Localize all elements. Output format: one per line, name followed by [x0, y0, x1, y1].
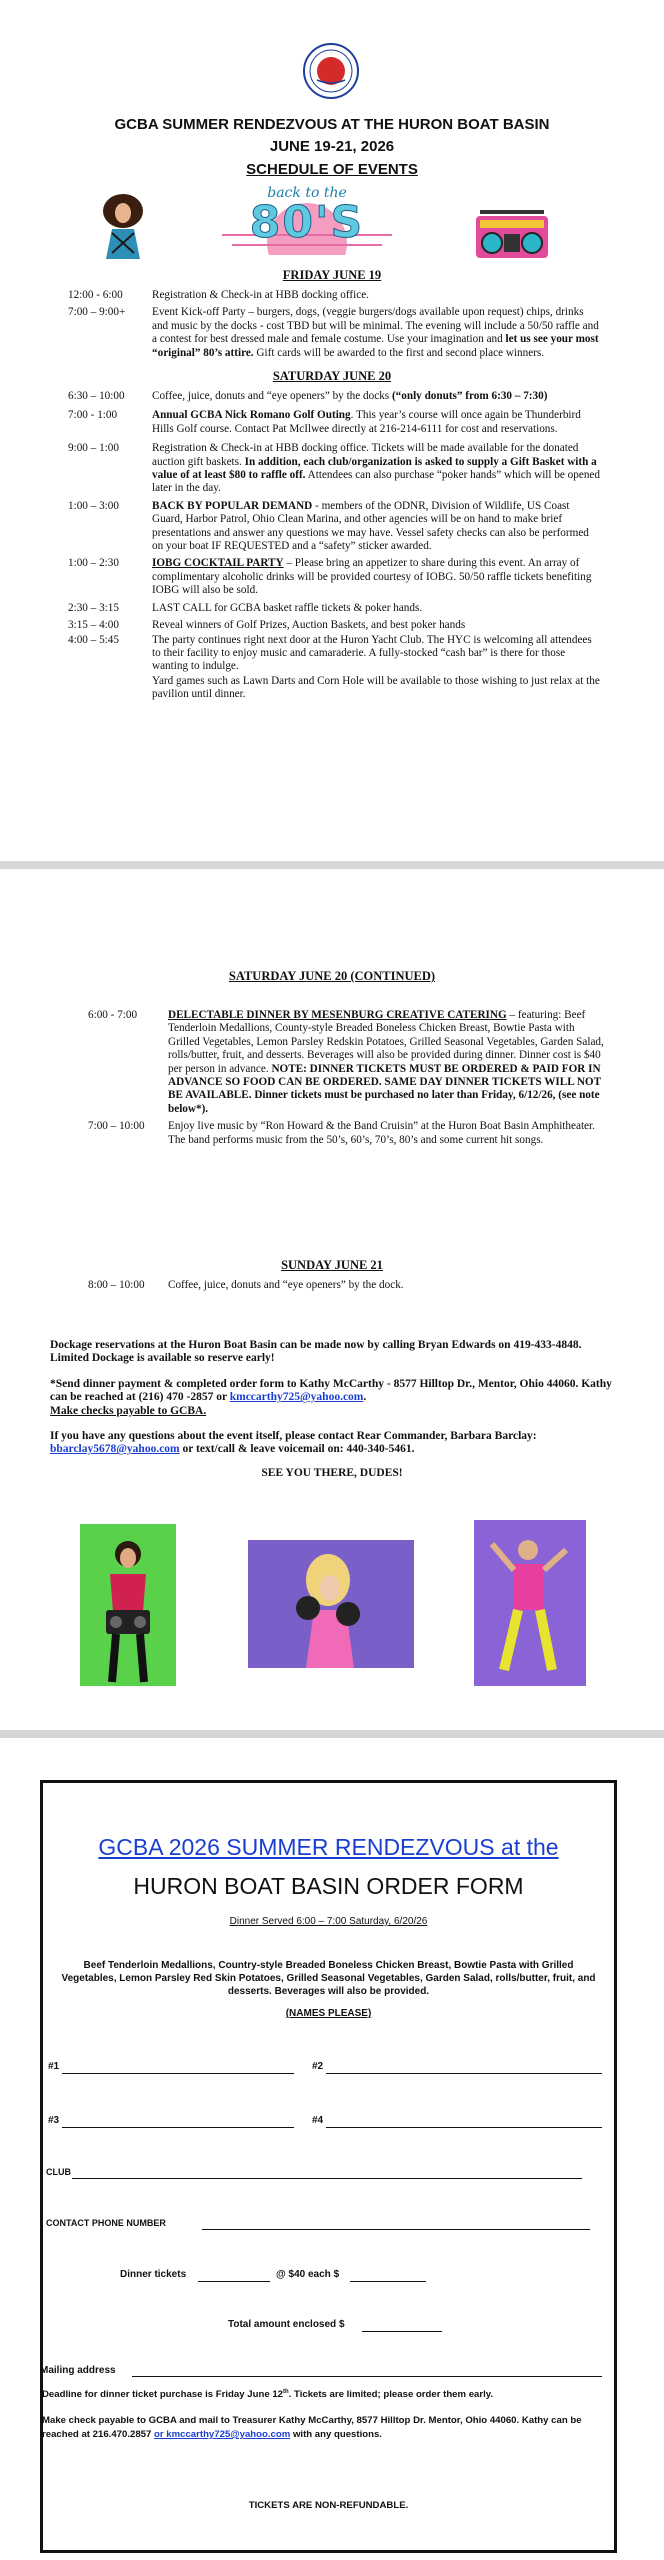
event-text: BACK BY POPULAR DEMAND - members of the ODNR, Division of Wildlife, US Coast Guard, Harbor Patrol, Ohio Clean Marina, and other agencies will be on hand to make brief presentations and answer any questions we may have. Vessel safety checks can also be performed on your boat IF REQUESTED and a “safety” sticker awarded. [152, 499, 589, 553]
event-text: Coffee, juice, donuts and “eye openers” by the dock. [168, 1279, 404, 1291]
schedule-subtitle: SCHEDULE OF EVENTS [246, 161, 418, 178]
page-1 [0, 0, 664, 860]
event-time: 7:00 - 1:00 [68, 409, 118, 422]
event-text: Yard games such as Lawn Darts and Corn Hole will be available to those wishing to just relax at the pavilion until dinner. [152, 674, 600, 701]
checks-payable-note: Make checks payable to GCBA. [50, 1404, 207, 1417]
treasurer-email-link[interactable]: or kmccarthy725@yahoo.com [154, 2429, 291, 2440]
schedule-row [68, 675, 600, 702]
info-block [50, 1339, 614, 1480]
ticket-subtotal-field[interactable] [350, 2281, 426, 2282]
friday-heading: FRIDAY JUNE 19 [282, 268, 382, 282]
event-time: 1:00 – 3:00 [68, 499, 119, 512]
order-form-title-line1: GCBA 2026 SUMMER RENDEZVOUS at the [98, 1834, 559, 1860]
sunday-schedule [88, 1279, 608, 1296]
event-text: Coffee, juice, donuts and “eye openers” by the docks (“only donuts” from 6:30 – 7:30) [152, 390, 548, 402]
logo-top-text: back to the [267, 185, 347, 201]
name-3-label: #3 [48, 2115, 60, 2126]
event-text: Reveal winners of Golf Prizes, Auction Baskets, and best poker hands [152, 619, 466, 632]
event-text: Annual GCBA Nick Romano Golf Outing. This year’s course will once again be Thunderbird Hills Golf course. Contact Pat McIlwee directly at 216-214-6111 for cost and reservations. [152, 409, 581, 435]
see-you-there: SEE YOU THERE, DUDES! [261, 1466, 403, 1479]
event-time: 6:30 – 10:00 [68, 390, 125, 402]
event-text: DELECTABLE DINNER BY MESENBURG CREATIVE CATERING – featuring: Beef Tenderloin Medallions, County-style Breaded Boneless Chicken Breast, Bowtie Pasta with Grilled Vegetables, Lemon Parsley Redskin Potatoes, Grilled Seasonal Vegetables, Garden Salad, rolls/butter, fruit, and desserts. Beverages will also be provided during dinner. Dinner cost is $40 per person in advance. NOTE: DINNER TICKETS MUST BE ORDERED & PAID FOR IN ADVANCE SO FOOD CAN BE ORDERED. SAME DAY DINNER TICKETS WILL NOT BE AVAILABLE. Dinner tickets must be purchased no later than Friday, 6/12/26, (see note below*). [168, 1009, 604, 1115]
schedule-row [68, 442, 600, 496]
woman-80s-illustration [98, 193, 148, 259]
schedule-row [88, 1279, 608, 1292]
back-to-the-80s-logo [222, 185, 392, 255]
send-payment-note: *Send dinner payment & completed order form to Kathy McCarthy - 8577 Hilltop Dr., Mentor, Ohio 44060. Kathy can be reached at (216) 470 -2857 or kmccarthy725@yahoo.com. [50, 1377, 612, 1404]
page-2 [0, 869, 664, 1729]
boombox-illustration [476, 208, 548, 260]
mailing-address-label: Mailing address [40, 2365, 116, 2376]
schedule-row [68, 500, 600, 554]
contact-phone-label: CONTACT PHONE NUMBER [46, 2218, 166, 2228]
barbara-email-link[interactable]: bbarclay5678@yahoo.com [50, 1443, 180, 1456]
total-enclosed-field[interactable] [362, 2331, 442, 2332]
event-text: Enjoy live music by “Ron Howard & the Band Cruisin” at the Huron Boat Basin Amphitheater. The band performs music from the 50’s, 60’s, 70’s, 80’s and some current hit songs. [168, 1120, 595, 1146]
schedule-row [68, 619, 600, 632]
mailing-address-field[interactable] [132, 2376, 602, 2377]
dinner-tickets-qty-field[interactable] [198, 2281, 270, 2282]
event-time: 7:00 – 10:00 [88, 1120, 145, 1133]
event-title: GCBA SUMMER RENDEZVOUS AT THE HURON BOAT BASIN [114, 116, 550, 133]
event-time: 3:15 – 4:00 [68, 619, 119, 632]
schedule-row [88, 1009, 608, 1116]
saturday-continued-heading: SATURDAY JUNE 20 (CONTINUED) [228, 969, 436, 983]
order-form-title-line2: HURON BOAT BASIN ORDER FORM [133, 1873, 524, 1899]
name-3-field[interactable] [62, 2127, 294, 2128]
photo-man-dancing [474, 1520, 586, 1686]
event-dates: JUNE 19-21, 2026 [269, 138, 395, 155]
event-text: The party continues right next door at the Huron Yacht Club. The HYC is welcoming all attendees to their facility to enjoy music and camaraderie. A fully-stocked “cash bar” is there for those wanting to indulge. [152, 633, 592, 673]
schedule-row [68, 557, 600, 597]
club-label: CLUB [46, 2167, 71, 2177]
name-1-field[interactable] [62, 2073, 294, 2074]
event-time: 7:00 – 9:00+ [68, 306, 126, 319]
page-3-order-form [0, 1738, 664, 2560]
page-separator [0, 861, 664, 869]
name-4-field[interactable] [326, 2127, 602, 2128]
saturday-continued-schedule [88, 1009, 608, 1151]
photo-woman-boombox [80, 1524, 176, 1686]
non-refundable-note: TICKETS ARE NON-REFUNDABLE. [248, 2500, 409, 2511]
page-separator [0, 1730, 664, 1738]
friday-schedule [68, 289, 600, 364]
event-time: 12:00 - 6:00 [68, 289, 123, 301]
event-text: IOBG COCKTAIL PARTY – Please bring an appetizer to share during this event. An array of complimentary alcoholic drinks will be provided courtesy of IOBG. 50/50 raffle tickets benefiting IOBG will also be sold. [152, 557, 592, 597]
deadline-note: Deadline for dinner ticket purchase is Friday June 12th. Tickets are limited; please order them early. [42, 2389, 494, 2401]
schedule-row [68, 602, 600, 615]
gcba-seal-logo [302, 42, 360, 100]
payable-note: Make check payable to GCBA and mail to Treasurer Kathy McCarthy, 8577 Hilltop Dr. Mentor, Ohio 44060. Kathy can be reached at 216.470.2857 or kmccarthy725@yahoo.com with any questions. [42, 2415, 582, 2440]
event-time: 2:30 – 3:15 [68, 601, 119, 614]
photo-woman-boxing [248, 1540, 414, 1668]
sunday-heading: SUNDAY JUNE 21 [281, 1258, 383, 1272]
event-time: 6:00 - 7:00 [88, 1009, 138, 1021]
ticket-price-label: @ $40 each $ [276, 2269, 340, 2280]
contact-phone-field[interactable] [202, 2229, 590, 2230]
event-time: 4:00 – 5:45 [68, 633, 119, 646]
name-2-label: #2 [312, 2061, 324, 2072]
event-time [68, 675, 152, 702]
dinner-served-time: Dinner Served 6:00 – 7:00 Saturday, 6/20/26 [229, 1916, 428, 1927]
event-time: 8:00 – 10:00 [88, 1279, 145, 1291]
schedule-row [88, 1120, 608, 1147]
dockage-note: Dockage reservations at the Huron Boat Basin can be made now by calling Bryan Edwards on 419-433-4848. Limited Dockage is available so reserve early! [50, 1339, 582, 1365]
event-text: LAST CALL for GCBA basket raffle tickets & poker hands. [152, 601, 423, 614]
name-1-label: #1 [48, 2061, 60, 2072]
event-text: Registration & Check-in at HBB docking office. Tickets will be made available for the donated auction gift baskets. In addition, each club/organization is asked to supply a Gift Basket with a value of at least $80 to raffle off. Attendees can also purchase “poker hands” which will be opened later in the day. [152, 442, 600, 495]
questions-note: If you have any questions about the event itself, please contact Rear Commander, Barbara Barclay: bbarclay5678@yahoo.com or text/call & leave voicemail on: 440-340-5461. [50, 1430, 537, 1456]
logo-main-text: 80'S [249, 197, 365, 248]
saturday-heading: SATURDAY JUNE 20 [272, 369, 392, 383]
event-text: Event Kick-off Party – burgers, dogs, (veggie burgers/dogs available upon request) chips, drinks and music by the docks - cost TBD but will be minimal. The evening will include a 50/50 raffle and a contest for best dressed male and female costume. Use your imagination and let us see your most “original” 80’s attire. Gift cards will be awarded to the first and second place winners. [152, 306, 599, 359]
event-time: 9:00 – 1:00 [68, 442, 119, 455]
kathy-email-link[interactable]: kmccarthy725@yahoo.com [229, 1391, 364, 1404]
event-time: 1:00 – 2:30 [68, 557, 119, 570]
name-4-label: #4 [312, 2115, 324, 2126]
saturday-schedule [68, 390, 600, 706]
schedule-row [68, 306, 600, 360]
schedule-row [68, 634, 600, 674]
name-2-field[interactable] [326, 2073, 602, 2074]
names-please-label: (NAMES PLEASE) [285, 2008, 372, 2019]
order-form-menu: Beef Tenderloin Medallions, Country-style Breaded Boneless Chicken Breast, Bowtie Pasta with Grilled Vegetables, Lemon Parsley Red Skin Potatoes, Grilled Seasonal Vegetables, Garden Salad, rolls/butter, fruit, and desserts. Beverages will also be provided. [61, 1960, 596, 1997]
schedule-row [68, 289, 600, 302]
schedule-row [68, 409, 600, 436]
schedule-row [68, 390, 600, 403]
total-enclosed-label: Total amount enclosed $ [228, 2319, 345, 2330]
club-field[interactable] [72, 2178, 582, 2179]
event-text: Registration & Check-in at HBB docking office. [152, 289, 369, 301]
dinner-tickets-label: Dinner tickets [120, 2269, 187, 2280]
